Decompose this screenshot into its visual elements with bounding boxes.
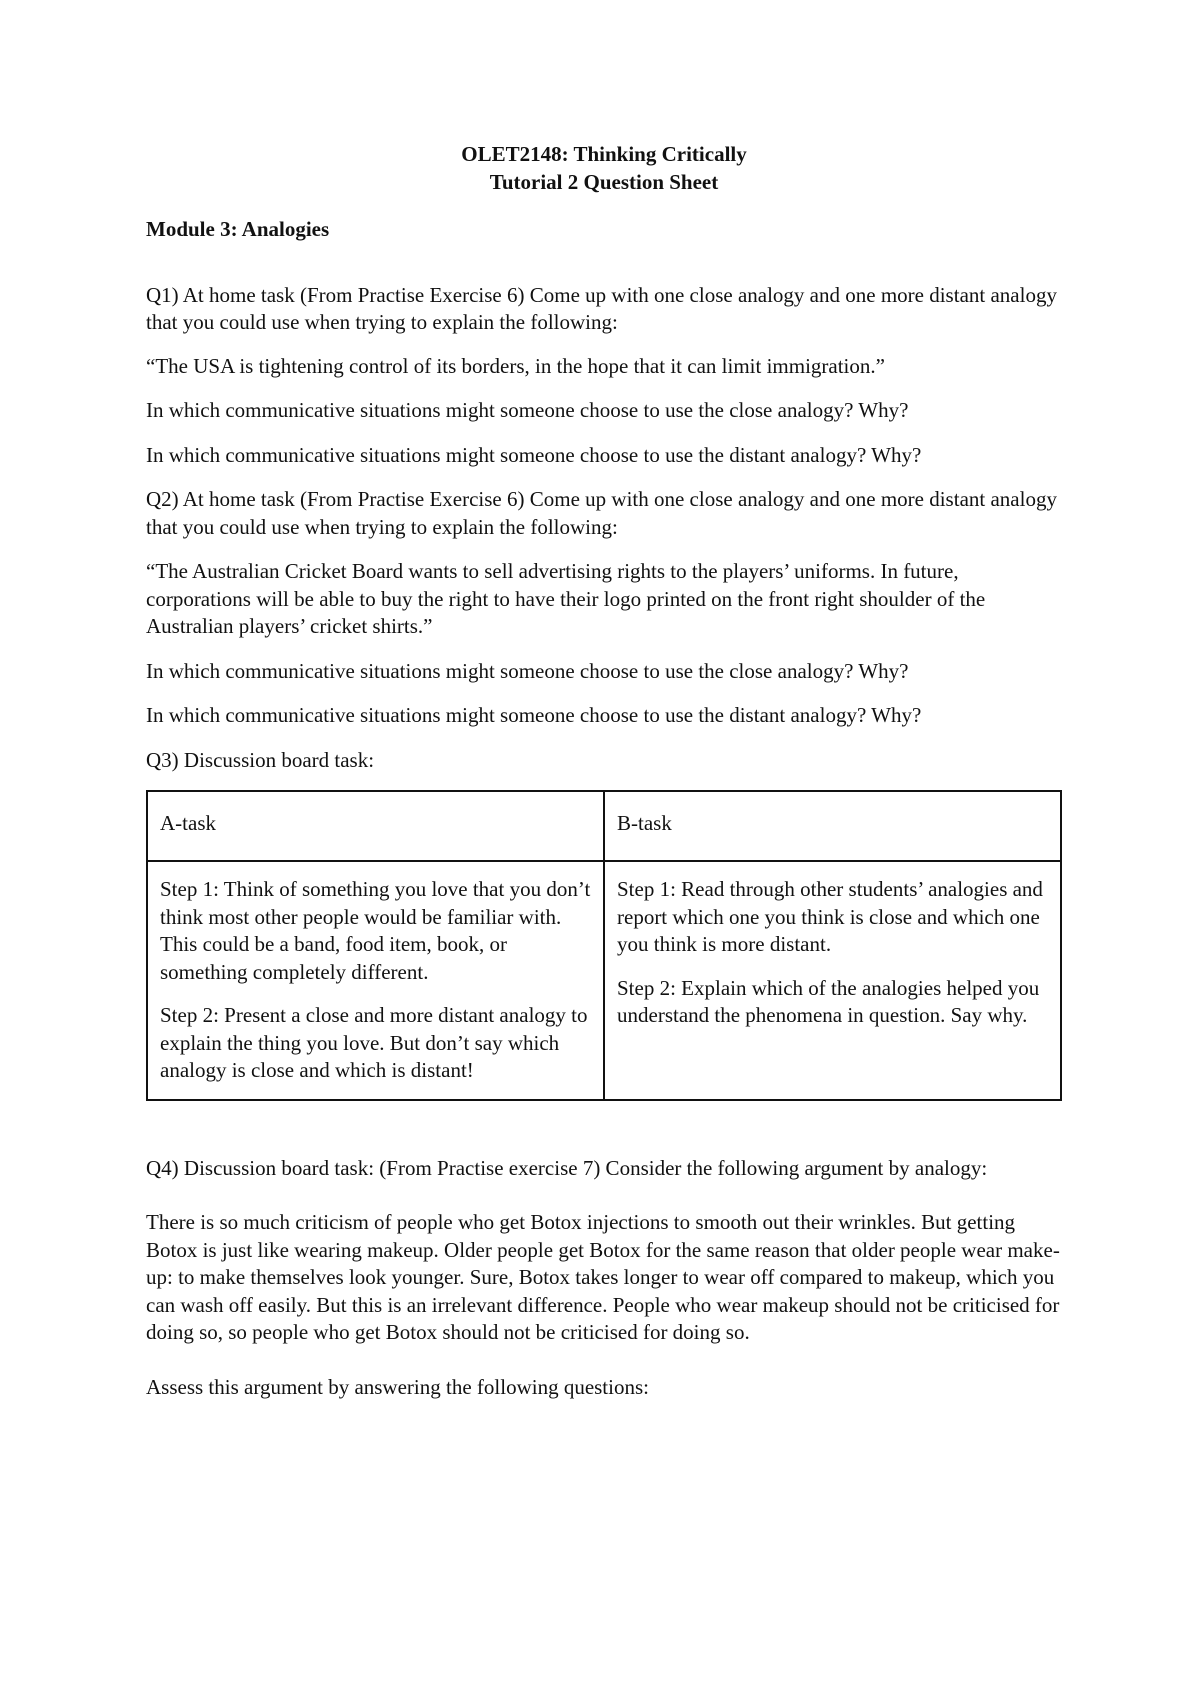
q4-argument: There is so much criticism of people who get Botox injections to smooth out their wrinkles. But getting Botox is just like wearing makeup. Older people get Botox for the same reason that older people wear make-up: to make themselves look younger. Sure, Botox takes longer to wear off compared to makeup, which you can wash off easily. But this is an irrelevant difference. People who wear makeup should not be criticised for doing so, so people who get Botox should not be criticised for doing so. xyxy=(146,1210,1060,1344)
task-table-header-row xyxy=(147,791,1061,861)
b-task-step-1: Step 1: Read through other students’ analogies and report which one you think is close and which one you think is more distant. xyxy=(617,877,1043,956)
sheet-subtitle: Tutorial 2 Question Sheet xyxy=(489,170,719,194)
b-task-step-2: Step 2: Explain which of the analogies helped you understand the phenomena in question. Say why. xyxy=(617,975,1040,1027)
q4-prompt: Q4) Discussion board task: (From Practise exercise 7) Consider the following argument by analogy: xyxy=(146,1155,988,1180)
q2-quote: “The Australian Cricket Board wants to sell advertising rights to the players’ uniforms. In future, corporations will be able to buy the right to have their logo printed on the front right shoulder of the Australian players’ cricket shirts.” xyxy=(146,559,986,638)
document-page xyxy=(146,140,1062,1401)
b-task-header: B-task xyxy=(604,791,1061,861)
a-task-step-1: Step 1: Think of something you love that you don’t think most other people would be familiar with. This could be a band, food item, book, or something completely different. xyxy=(160,877,591,984)
q2-distant-question: In which communicative situations might someone choose to use the distant analogy? Why? xyxy=(146,703,922,727)
document-title xyxy=(146,140,1062,196)
task-table-body-row xyxy=(147,861,1061,1100)
q3-prompt: Q3) Discussion board task: xyxy=(146,747,375,772)
task-table xyxy=(146,790,1062,1101)
q4-assess-instruction: Assess this argument by answering the following questions: xyxy=(146,1374,649,1399)
q1-prompt: Q1) At home task (From Practise Exercise 6) Come up with one close analogy and one more distant analogy that you could use when trying to explain the following: xyxy=(146,282,1057,334)
a-task-header: A-task xyxy=(147,791,604,861)
course-title: OLET2148: Thinking Critically xyxy=(461,142,747,166)
q2-close-question: In which communicative situations might someone choose to use the close analogy? Why? xyxy=(146,658,909,683)
a-task-step-2: Step 2: Present a close and more distant analogy to explain the thing you love. But don’t say which analogy is close and which is distant! xyxy=(160,1003,588,1082)
q1-distant-question: In which communicative situations might someone choose to use the distant analogy? Why? xyxy=(146,442,922,467)
a-task-cell xyxy=(147,861,604,1100)
b-task-cell xyxy=(604,861,1061,1100)
q1-quote: “The USA is tightening control of its borders, in the hope that it can limit immigration.” xyxy=(146,353,885,378)
q2-prompt: Q2) At home task (From Practise Exercise 6) Come up with one close analogy and one more distant analogy that you could use when trying to explain the following: xyxy=(146,487,1057,539)
module-heading: Module 3: Analogies xyxy=(146,217,330,241)
q1-close-question: In which communicative situations might someone choose to use the close analogy? Why? xyxy=(146,398,909,422)
